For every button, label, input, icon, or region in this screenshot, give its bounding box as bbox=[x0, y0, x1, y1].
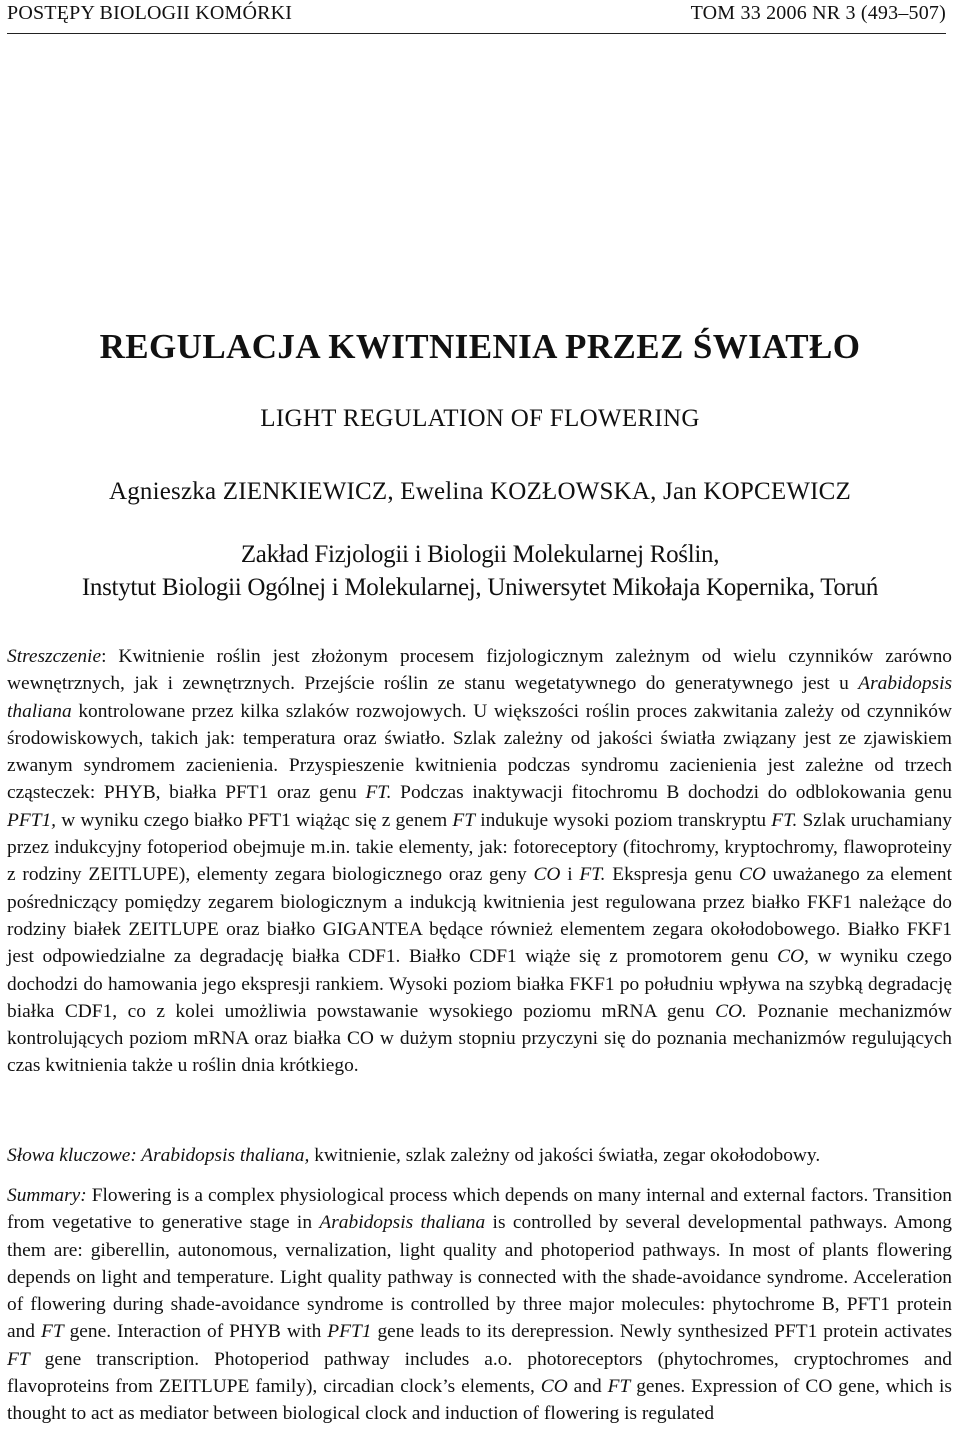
abstract-polish-body bbox=[7, 646, 952, 1076]
article-title: REGULACJA KWITNIENIA PRZEZ ŚWIATŁO bbox=[99, 327, 861, 366]
header-rule bbox=[7, 33, 946, 34]
text-run: Arabidopsis thaliana bbox=[7, 673, 952, 722]
text-run: uważanego za element pośredniczący pomiędzy zegarem biologicznym a indukcją kwitnienia jest regulowana przez białko FKF1 należące do rodziny białek ZEITLUPE oraz białko GIGANTEA będące również elementem zegara okołodobowego. Białko FKF1 jest odpowiedzialne za degradację białka CDF1. Białko CDF1 wiąże się z promotorem genu bbox=[7, 864, 952, 968]
text-run: kwitnienie, szlak zależny od jakości światła, zegar okołodobowy. bbox=[309, 1145, 821, 1166]
text-run: FT bbox=[452, 809, 476, 831]
text-run: w wyniku czego dochodzi do hamowania jego ekspresji rankiem. Wysoki poziom białka FKF1 po południu wpływa na szybką degradację białka CDF1, co z kolei umożliwia powstawanie wysokiego poziomu mRNA genu bbox=[7, 946, 952, 1022]
affiliation-line-1: Zakład Fizjologii i Biologii Molekularnej Roślin, bbox=[240, 541, 720, 568]
text-run: i bbox=[560, 864, 580, 886]
text-run: Słowa kluczowe: Arabidopsis thaliana, bbox=[7, 1145, 310, 1166]
text-run: CO, bbox=[777, 946, 809, 968]
text-run: gene transcription. Photoperiod pathway includes a.o. photoreceptors (phytochromes, cryptochromes and flavoproteins from ZEITLUPE family), circadian clock’s elements, bbox=[7, 1348, 952, 1398]
text-run: kontrolowane przez kilka szlaków rozwojowych. U większości roślin proces zakwitania zależy od czynników środowiskowych, takich jak: temperatura oraz światło. Szlak zależny od jakości światła związany jest ze zjawiskiem zwanym syndromem zacienienia. Przyspieszenie kwitnienia podczas syndromu zacienienia jest zależne od trzech cząsteczek: PHYB, białka PFT1 oraz genu bbox=[7, 700, 952, 804]
text-run: Szlak uruchamiany przez indukcyjny fotoperiod obejmuje m.in. takie elementy, jak: fotoreceptory (fitochromy, kryptochromy, flawoproteiny z rodziny ZEITLUPE), elementy zegara biologicznego oraz geny bbox=[7, 809, 952, 886]
text-run: FT. bbox=[365, 782, 392, 804]
text-run: CO bbox=[738, 864, 766, 886]
volume-info: TOM 33 2006 NR 3 (493–507) bbox=[690, 2, 946, 24]
abstract-polish-label: Streszczenie bbox=[7, 646, 102, 667]
abstract-polish bbox=[7, 643, 952, 1080]
text-run: : Kwitnienie roślin jest złożonym procesem fizjologicznym zależnym od wielu czynników zarówno wewnętrznych, jak i zewnętrznych. Przejście roślin ze stanu wegetatywnego do generatywnego jest u bbox=[7, 646, 952, 695]
text-run: CO bbox=[540, 1376, 568, 1398]
text-run: and bbox=[567, 1376, 608, 1398]
text-run: Ekspresja genu bbox=[605, 864, 739, 886]
abstract-english-body bbox=[7, 1185, 952, 1424]
text-run: gene. Interaction of PHYB with bbox=[63, 1321, 328, 1343]
text-run: is controlled by several developmental pathways. Among them are: giberellin, autonomous, vernalization, light quality and photoperiod pathways. In most of plants flowering depends on light and temperature. Light quality pathway is connected with the shade-avoidance syndrome. Acceleration of flowering during shade-avoidance syndrome is controlled by three major molecules: phytochrome B, PFT1 protein and bbox=[7, 1212, 953, 1343]
affiliation-line-2: Instytut Biologii Ogólnej i Molekularnej, Uniwersytet Mikołaja Kopernika, Toruń bbox=[81, 574, 879, 601]
text-run: FT bbox=[607, 1376, 631, 1398]
abstract-english-label: Summary: bbox=[7, 1185, 87, 1206]
text-run: CO bbox=[533, 864, 561, 886]
running-header bbox=[7, 2, 946, 32]
text-run: indukuje wysoki poziom transkryptu bbox=[475, 809, 772, 831]
text-run: PFT1, bbox=[7, 809, 57, 831]
text-run: FT bbox=[40, 1321, 64, 1343]
text-run: CO. bbox=[715, 1000, 747, 1022]
abstract-english bbox=[7, 1182, 952, 1428]
text-run: Poznanie mechanizmów kontrolujących poziom mRNA oraz białka CO w dużym stopniu przyczyni się do poznania mechanizmów regulujących czas kwitnienia także u roślin dnia krótkiego. bbox=[7, 1000, 952, 1077]
authors: Agnieszka ZIENKIEWICZ, Ewelina KOZŁOWSKA, Jan KOPCEWICZ bbox=[108, 478, 852, 505]
text-run: gene leads to its derepression. Newly synthesized PFT1 protein activates bbox=[371, 1321, 952, 1343]
text-run: PFT1 bbox=[327, 1321, 372, 1343]
text-run: w wyniku czego białko PFT1 wiążąc się z genem bbox=[56, 809, 453, 831]
affiliation bbox=[0, 538, 960, 604]
text-run: Arabidopsis thaliana bbox=[319, 1212, 486, 1234]
text-run: FT. bbox=[771, 809, 798, 831]
text-run: FT bbox=[7, 1348, 30, 1370]
article-subtitle: LIGHT REGULATION OF FLOWERING bbox=[260, 405, 700, 432]
text-run: genes. Expression of CO gene, which is thought to act as mediator between biological clock and induction of flowering is regulated bbox=[7, 1376, 952, 1425]
keywords bbox=[7, 1142, 952, 1169]
text-run: Podczas inaktywacji fitochromu B dochodzi do odblokowania genu bbox=[391, 782, 952, 804]
text-run: FT. bbox=[579, 864, 606, 886]
journal-name: POSTĘPY BIOLOGII KOMÓRKI bbox=[7, 2, 293, 24]
text-run: Flowering is a complex physiological process which depends on many internal and external factors. Transition from vegetative to generative stage in bbox=[7, 1185, 952, 1234]
